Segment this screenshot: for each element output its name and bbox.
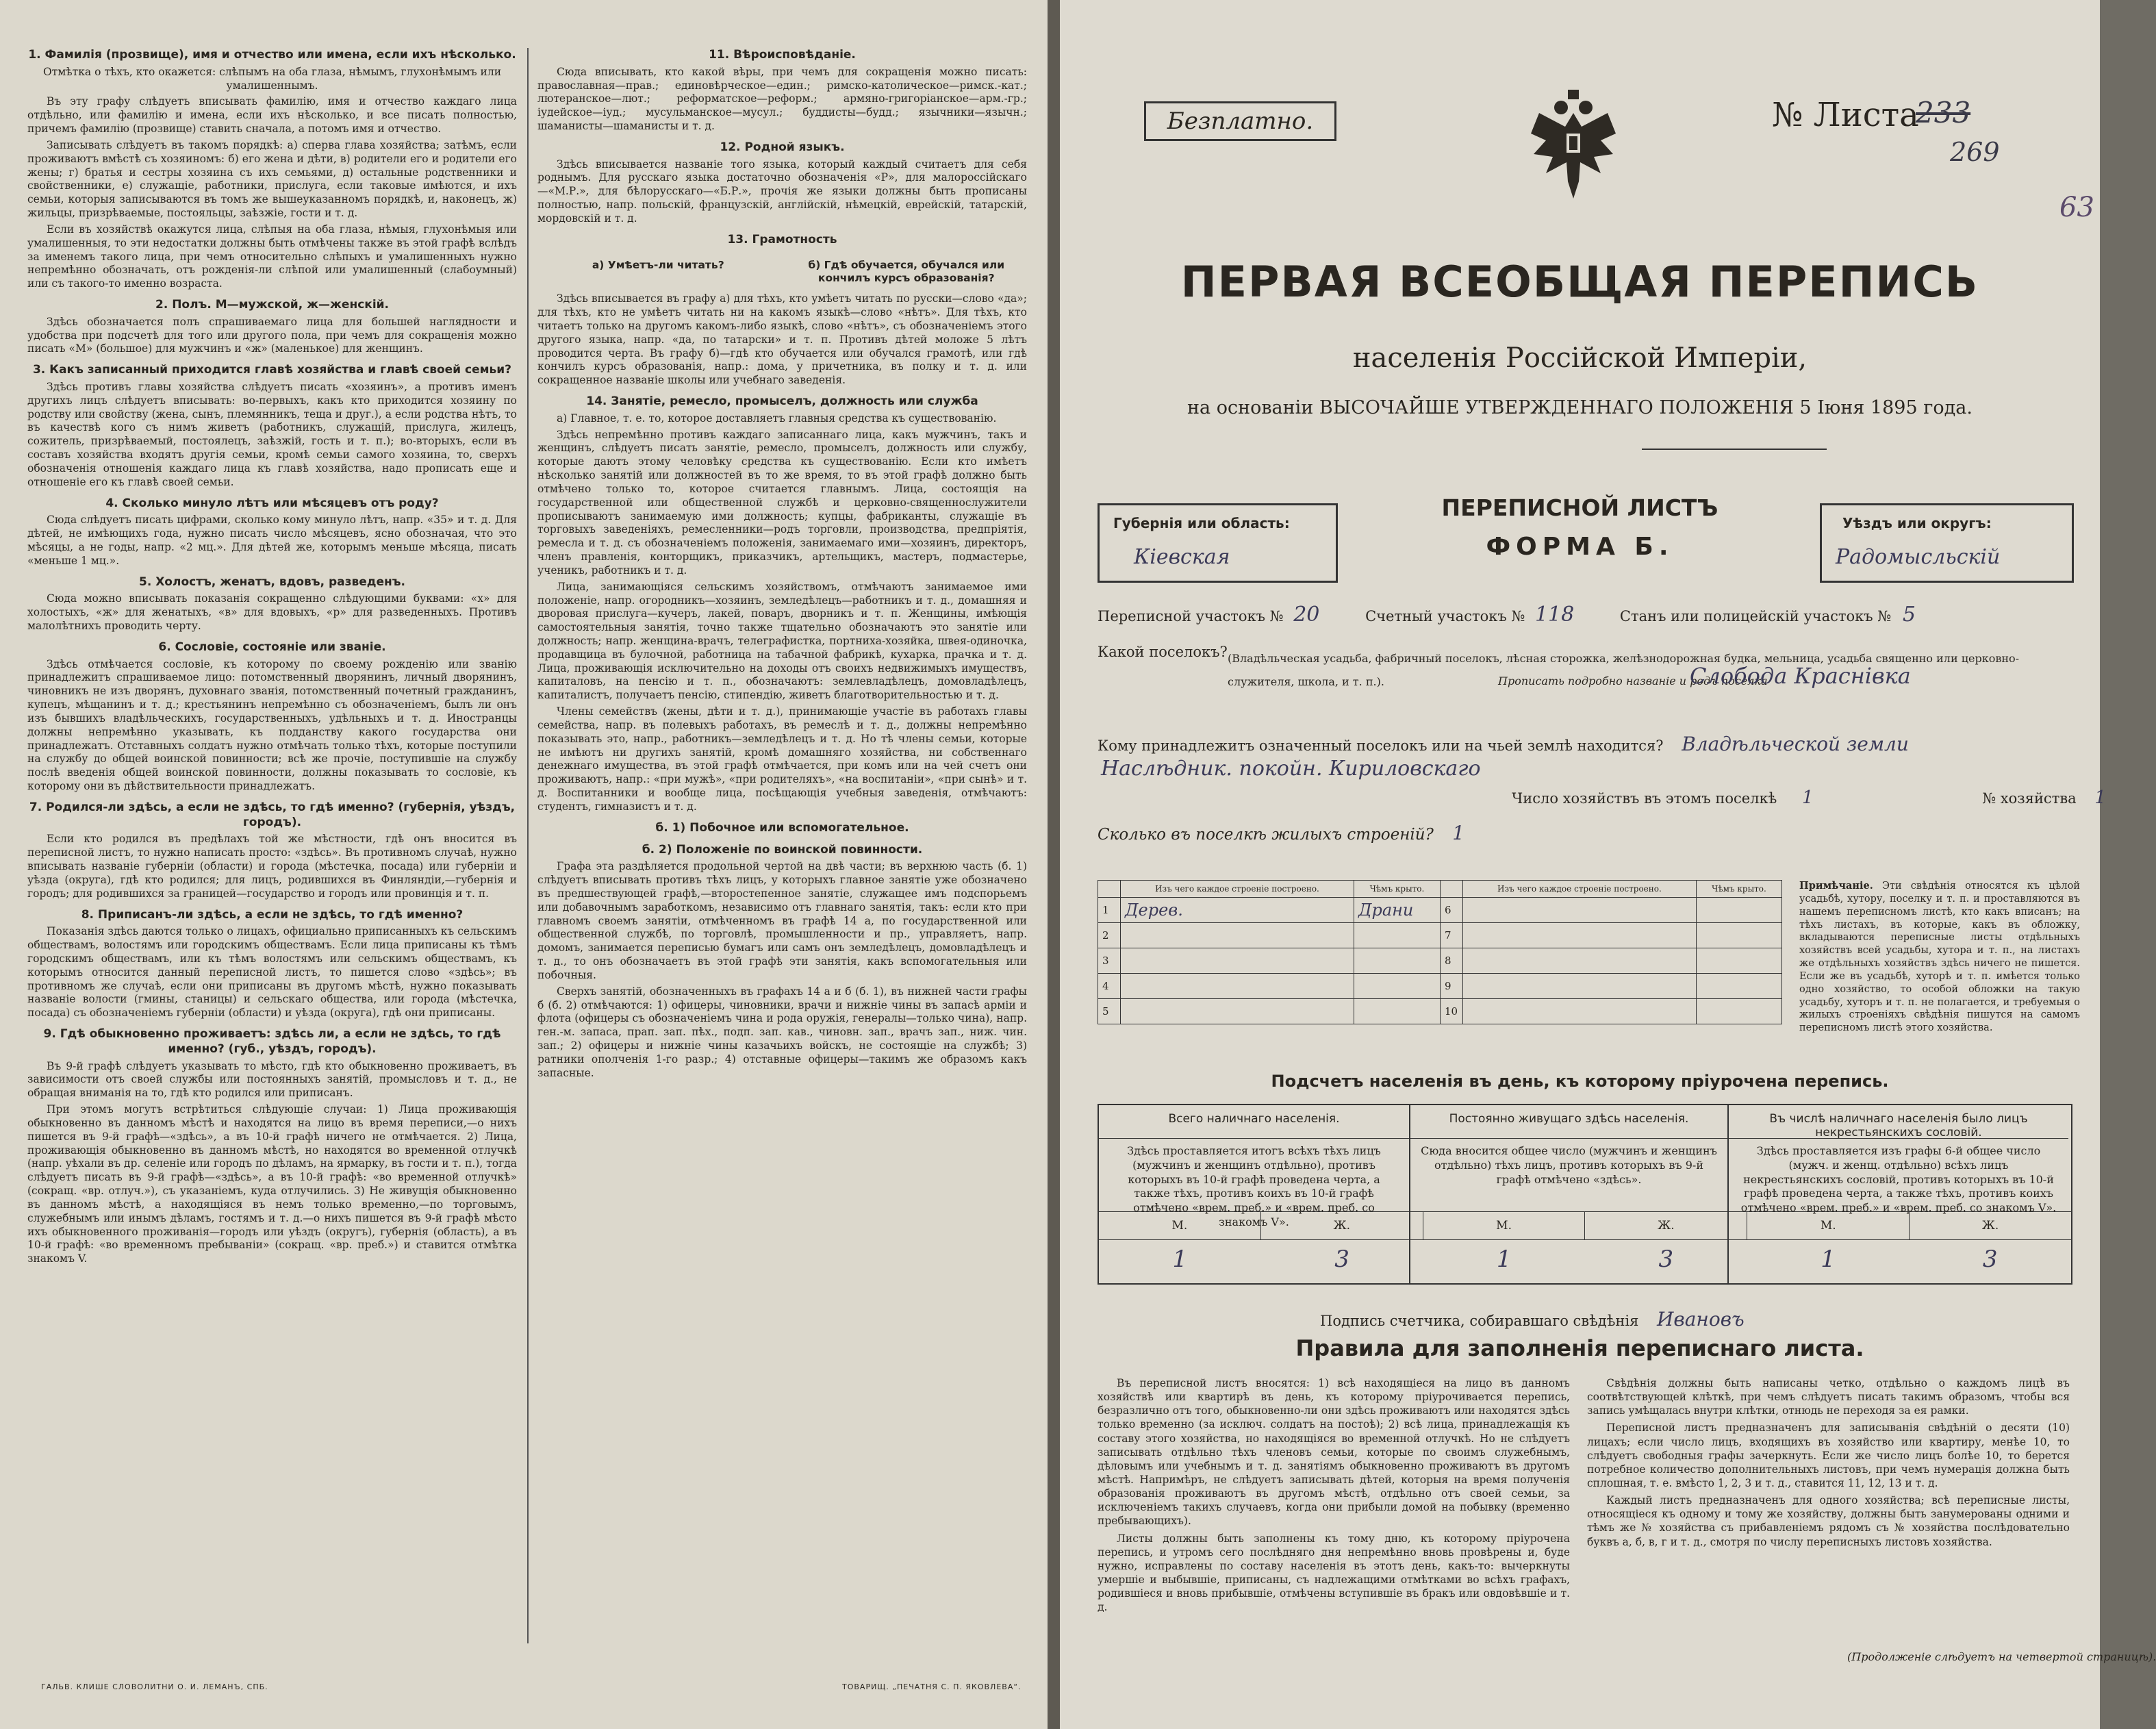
household-number-value: 1	[2094, 787, 2106, 808]
building-roof-2	[1696, 999, 1781, 1024]
building-number: 4	[1098, 974, 1121, 999]
instruction-paragraph: Здѣсь вписывается названіе того языка, который каждый считаетъ для себя роднымъ. Для русскаго языка достаточно обозначенія «Р», для малороссійскаго—«М.Р.», для бѣлорусскаго—«Б.Р.», прочія же языки должны быть прописаны полностью, напр. польскій, французскій, англійскій, нѣмецкій, еврейскій, татарскій, мордовскій и т. д.	[537, 157, 1027, 225]
building-roof-2	[1696, 948, 1781, 974]
district-label: Уѣздъ или округъ:	[1842, 515, 1992, 531]
building-row	[1098, 974, 1782, 999]
count-title: Подсчетъ населенія въ день, къ которому пріурочена перепись.	[1271, 1072, 1889, 1091]
instructions-column-left	[27, 41, 517, 1657]
left-page-instructions	[0, 0, 1048, 1729]
building-roof	[1354, 974, 1440, 999]
split-heading-a: а) Умѣетъ-ли читать?	[592, 258, 724, 271]
building-roof-2	[1696, 898, 1781, 923]
instruction-paragraph: Записывать слѣдуетъ въ такомъ порядкѣ: а) сперва глава хозяйства; затѣмъ, если проживаютъ вмѣстѣ съ хозяиномъ: б) его жена и дѣти, в) родители его и родители его жены; г) братья и сестры хозяина съ ихъ семьями, д) остальные родственники и свойственники, е) служащіе, работники, прислуга, если таковые имѣются, и ихъ семьи, которыя записываются въ томъ же вышеуказанномъ порядкѣ, и, наконецъ, ж) жильцы, призрѣваемые, постояльцы, заѣзжіе, гости и т. д.	[27, 138, 517, 220]
building-number: 2	[1098, 923, 1121, 948]
section-heading: б. 2) Положеніе по воинской повинности.	[642, 842, 923, 857]
instructions-column-right	[537, 41, 1027, 1657]
census-title: ПЕРВАЯ ВСЕОБЩАЯ ПЕРЕПИСЬ	[1180, 257, 1979, 307]
building-material-2	[1462, 923, 1696, 948]
rules-paragraph: Переписной листъ предназначенъ для записыванія свѣдѣній о десяти (10) лицахъ; если число лицъ, входящихъ въ хозяйство или квартиру, менѣе 10, то слѣдуетъ свободныя графы зачеркнуть. Если же число лицъ болѣе 10, то берется потребное количество дополнительныхъ листовъ, при чемъ нумерація должна быть сплошная, т. е. вмѣсто 1, 2, 3 и т. д., ставится 11, 12, 13 и т. д.	[1587, 1422, 2070, 1489]
building-number-2: 10	[1440, 999, 1462, 1024]
buildings-note	[1799, 880, 2080, 1035]
sheet-number-label: № Листа	[1772, 96, 1919, 134]
building-material-2	[1462, 948, 1696, 974]
section-heading: 1. Фамилія (прозвище), имя и отчество или имена, если ихъ нѣсколько.	[28, 48, 516, 62]
rules-column-right	[1587, 1376, 2070, 1552]
police-district-label: Станъ или полицейскій участокъ №	[1619, 608, 1892, 624]
building-roof	[1354, 999, 1440, 1024]
instruction-paragraph: Здѣсь отмѣчается сословіе, къ которому по своему рожденію или званію принадлежитъ спрашиваемое лицо: потомственный дворянинъ, личный дворянинъ, чиновникъ не изъ дворянъ, духовнаго званія, потомственный почетный гражданинъ, купецъ, мѣщанинъ и т. д.; крестьянинъ непремѣнно съ обозначеніемъ, былъ ли онъ изъ бывшихъ владѣльческихъ, государственныхъ, удѣльныхъ и т. д. Иностранцы должны непремѣнно указывать, къ подданству какого государства они принадлежатъ. Отставныхъ солдатъ нужно отмѣчать только тѣхъ, которые поступили на службу до общей воинской повинности; всѣ же прочіе, поступившіе на службу послѣ введенія общей воинской повинности, должны показывать то сословіе, къ которому они въ дѣйствительности принадлежатъ.	[27, 657, 517, 793]
rules-column-left	[1098, 1376, 1570, 1617]
buildings-label: Сколько въ поселкѣ жилыхъ строеній?	[1098, 826, 1434, 844]
building-row	[1098, 898, 1782, 923]
population-count-table	[1098, 1104, 2072, 1285]
section-heading: 11. Вѣроисповѣданіе.	[709, 48, 856, 62]
printer-imprint-left: ГАЛЬВ. КЛИШЕ СЛОВОЛИТНИ О. И. ЛЕМАНЪ, СПБ.	[41, 1682, 268, 1691]
free-of-charge-label: Безплатно.	[1144, 101, 1336, 141]
count-male-label: М.	[1747, 1212, 1910, 1239]
split-heading-b: б) Гдѣ обучается, обучался или кончилъ курсъ образованія?	[808, 258, 1005, 285]
census-district-label: Переписной участокъ №	[1098, 608, 1284, 624]
census-district-value: 20	[1293, 603, 1320, 627]
instruction-paragraph: Здѣсь непремѣнно противъ каждаго записаннаго лица, какъ мужчинъ, такъ и женщинъ, слѣдуетъ писать занятіе, ремесло, промыселъ, должность или службу, которые даютъ этому человѣку средства къ существованію. Если кто имѣетъ нѣсколько занятій или должностей въ то же время, то въ этой графѣ должно быть отмѣчено только то, которое считается главнымъ. Лица, состоящія на государственной или общественной службѣ и церковно-священнослужители прописываютъ занимаемую ими должность; купцы, фабриканты, служащіе въ торговыхъ заведеніяхъ, ремесленники—родъ торговли, производства, предпріятія, ремесла и т. д. съ обозначеніемъ положенія, занимаемаго ими—хозяинъ, директоръ, членъ правленія, конторщикъ, приказчикъ, артельщикъ, мастеръ, подмастерье, ученикъ, работникъ и т. д.	[537, 428, 1027, 577]
sheet-number-value: 269	[1950, 137, 2000, 167]
building-material	[1121, 948, 1354, 974]
section-heading: 7. Родился-ли здѣсь, а если не здѣсь, то гдѣ именно? (губернія, уѣздъ, городъ).	[29, 800, 516, 829]
imperial-eagle-emblem	[1525, 86, 1621, 199]
settlement-hint-2: Прописать подробно названіе и родъ поселка	[1498, 674, 1768, 687]
count-male-label: М.	[1423, 1212, 1586, 1239]
right-page-census-form	[1060, 0, 2156, 1729]
count-column-header: Постоянно живущаго здѣсь населенія.	[1410, 1105, 1727, 1139]
buildings-material-header-2: Изъ чего каждое строеніе построено.	[1462, 881, 1696, 898]
census-district-row	[1098, 603, 1916, 627]
building-number: 3	[1098, 948, 1121, 974]
building-material	[1121, 999, 1354, 1024]
section-subheading: Отмѣтка о тѣхъ, кто окажется: слѣпымъ на оба глаза, нѣмымъ, глухонѣмымъ или умалишеннымъ.	[42, 65, 502, 92]
instruction-paragraph: Здѣсь обозначается полъ спрашиваемаго лица для большей наглядности и удобства при подсчетѣ для того или другого пола, при чемъ для сокращенія можно писать «М» (большое) для мужчинъ и «ж» (маленькое) для женщинъ.	[27, 315, 517, 355]
count-district-label: Счетный участокъ №	[1365, 608, 1525, 624]
instruction-paragraph: Сюда слѣдуетъ писать цифрами, сколько кому минуло лѣтъ, напр. «35» и т. д. Для дѣтей, не имѣющихъ года, нужно писать число мѣсяцевъ, ясно обозначая, что это мѣсяцы, а не годы, напр. «2 мц.». Для дѣтей же, которымъ меньше мѣсяца, писать «меньше 1 мц.».	[27, 514, 517, 567]
count-column-description: Здѣсь проставляется итогъ всѣхъ тѣхъ лицъ (мужчинъ и женщинъ отдѣльно), противъ которыхъ въ 10-й графѣ проведена черта, а также тѣхъ, противъ коихъ въ 10-й графѣ отмѣчено «врем. преб.» и «врем. преб. со знакомъ V».	[1127, 1144, 1381, 1228]
page-gutter	[1048, 0, 1060, 1729]
count-female-value: 3	[1658, 1246, 1674, 1273]
census-subtitle: населенія Россійской Имперіи,	[1352, 342, 1808, 374]
instruction-paragraph: Лица, занимающіяся сельскимъ хозяйствомъ, отмѣчаютъ занимаемое ими положеніе, напр. огородникъ—хозяинъ, земледѣлецъ—работникъ и т. д., домашняя и дворовая прислуга—кучеръ, лакей, поваръ, дворникъ и т. п. Женщины, имѣющія самостоятельныя занятія, точно также тщательно обозначаютъ это занятіе или должность; напр. женщина-врачъ, телеграфистка, портниха-хозяйка, швея-одиночка, продавщица въ булочной, работница на табачной фабрикѣ, кухарка, прачка и т. д. Лица, проживающія исключительно на доходы отъ своихъ недвижимыхъ имуществъ, капиталовъ, на пенсію и т. п., обозначаютъ: землевладѣлецъ, домовладѣлецъ, капиталистъ, получаетъ пенсію, стипендію, живетъ благотворительностью и т. д.	[537, 580, 1027, 702]
instruction-paragraph: Здѣсь противъ главы хозяйства слѣдуетъ писать «хозяинъ», а противъ именъ другихъ лицъ слѣдуетъ вписывать: во-первыхъ, какъ кто приходится хозяину по родству или свойству (жена, сынъ, племянникъ, теща и друг.), а если родства нѣтъ, то въ качествѣ кого съ нимъ живетъ (работникъ, служащій, прислуга, жилецъ, сожитель, призрѣваемый, постоялецъ, заѣзжій, гость и т. п.); во-вторыхъ, если въ составъ хозяйства входятъ другія семьи, кромѣ семьи самого хозяина, то, сверхъ обозначенія отношенія каждаго лица къ главѣ хозяйства, надо прописать еще и отношеніе его къ главѣ своей семьи.	[27, 380, 517, 488]
building-row	[1098, 999, 1782, 1024]
province-value: Кіевская	[1134, 545, 1230, 569]
count-male-label: М.	[1099, 1212, 1261, 1239]
instruction-paragraph: Если кто родился въ предѣлахъ той же мѣстности, гдѣ онъ вносится въ переписной листъ, то нужно написать просто: «здѣсь». Въ противномъ случаѣ, нужно вписывать названіе губерніи (области) и города (мѣстечка, посада) или губерніи и уѣзда (округа), гдѣ кто родился; для лицъ, родившихся въ Финляндіи,—губернія и городъ; для родившихся за границей—государство и городъ или провинція и т. п.	[27, 833, 517, 900]
building-material	[1121, 974, 1354, 999]
instruction-paragraph: Сюда можно вписывать показанія сокращенно слѣдующими буквами: «х» для холостыхъ, «ж» для женатыхъ, «в» для вдовыхъ, «р» для разведенныхъ. Противъ малолѣтнихъ проводить черту.	[27, 592, 517, 633]
count-male-value: 1	[1496, 1246, 1512, 1273]
building-material	[1121, 923, 1354, 948]
count-column-header: Всего наличнаго населенія.	[1099, 1105, 1409, 1139]
household-number-label: № хозяйства	[1982, 790, 2077, 807]
buildings-value: 1	[1452, 822, 1465, 844]
building-number: 5	[1098, 999, 1121, 1024]
buildings-roof-header: Чѣмъ крыто.	[1354, 881, 1440, 898]
instruction-paragraph: Если въ хозяйствѣ окажутся лица, слѣпыя на оба глаза, нѣмыя, глухонѣмыя или умалишенныя, то эти недостатки должны быть отмѣчены также въ этой графѣ вслѣдъ за именемъ такого лица, при чемъ относительно слѣпыхъ и умалишенныхъ нужно непремѣнно обозначать, отъ рожденія-ли слѣпой или умалишенный (слабоумный) или съ такого-то именно возраста.	[27, 223, 517, 290]
section-heading: 8. Приписанъ-ли здѣсь, а если не здѣсь, то гдѣ именно?	[81, 907, 464, 922]
count-column-header: Въ числѣ наличнаго населенія было лицъ некрестьянскихъ сословій.	[1729, 1105, 2068, 1139]
count-column-description: Здѣсь проставляется изъ графы 6-й общее число (мужч. и женщ. отдѣльно) всѣхъ лицъ некрестьянскихъ сословій, противъ которыхъ въ 10-й графѣ проведена черта, а также тѣхъ, противъ коихъ отмѣчено «врем. преб.» и «врем. преб. со знакомъ V».	[1740, 1144, 2057, 1215]
instruction-paragraph: Сверхъ занятій, обозначенныхъ въ графахъ 14 а и б (б. 1), въ нижней части графы б (б. 2) отмѣчаются: 1) офицеры, чиновники, врачи и нижніе чины въ запасѣ армiи и флота (офицеры съ обозначеніемъ чина и рода оружія, генералы—только чина), напр. ген.-м. запаса, прап. зап. пѣх., подп. зап. кав., чиновн. зап., врачъ зап., ниж. чин. зап.; 2) офицеры и нижніе чины казачьихъ войскъ, не состоящіе на службѣ; 3) ратники ополченія 1-го разр.; 4) отставные офицеры—такимъ же образомъ какъ запасные.	[537, 985, 1027, 1079]
count-column-description: Сюда вносится общее число (мужчинъ и женщинъ отдѣльно) тѣхъ лицъ, противъ которыхъ въ 9-й графѣ отмѣчено «здѣсь».	[1421, 1144, 1717, 1186]
note-text: Эти свѣдѣнія относятся къ цѣлой усадьбѣ, хутору, поселку и т. п. и проставляются въ нашемъ переписномъ листѣ, кто какъ вписанъ; на тѣхъ листахъ, въ которые, какъ въ обложку, вкладываются переписные листы отдѣльныхъ хозяйствъ всей усадьбы, хутора и т. п., на листахъ же отдѣльныхъ хозяйствъ здѣсь ничего не пишется. Если же въ усадьбѣ, хуторѣ и т. п. имѣется только одно хозяйство, то особой обложки на такую усадьбу, хуторъ и т. п. не полагается, и требуемыя о жилыхъ строеніяхъ свѣдѣнія пишутся на самомъ переписномъ листѣ этого хозяйства.	[1799, 881, 2080, 1034]
rules-paragraph: Каждый листъ предназначенъ для одного хозяйства; всѣ переписные листы, относящіеся къ одному и тому же хозяйству, должны быть занумерованы одними и тѣмъ же № хозяйства съ прибавленіемъ рядомъ съ № хозяйства послѣдовательно буквъ а, б, в, г и т. д., смотря по числу переписныхъ листовъ хозяйства.	[1587, 1494, 2070, 1548]
sheet-number-struck: 233	[1916, 96, 1971, 129]
instruction-paragraph: а) Главное, т. е. то, которое доставляетъ главныя средства къ существованію.	[557, 412, 997, 425]
count-values-row	[1099, 1246, 2071, 1273]
instruction-paragraph: Сюда вписывать, кто какой вѣры, при чемъ для сокращенія можно писать: православная—прав.; единовѣрческое—един.; римско-католическое—римск.-кат.; лютеранское—лют.; реформатское—реформ.; армяно-григоріанское—арм.-гр.; іудейское—іуд.; мусульманское—мусул.; буддисты—будд.; язычники—язычн.; шаманисты—шаманисты и т. д.	[537, 65, 1027, 133]
buildings-table	[1098, 880, 1782, 1024]
instruction-paragraph: Члены семействъ (жены, дѣти и т. д.), принимающіе участіе въ работахъ главы семейства, напр. въ полевыхъ работахъ, въ ремеслѣ и т. д., должны непремѣнно показывать это, напр., работникъ—земледѣлецъ и т. д. Но тѣ члены семьи, которые не имѣютъ ни другихъ занятій, кромѣ домашняго хозяйства, ни собственнаго денежнаго имущества, въ этой графѣ отмѣчается, при комъ или на чей счетъ они проживаютъ, напр.: «при мужѣ», «при родителяхъ», «на воспитаніи», «при сынѣ» и т. д. Воспитанники и вообще лица, посѣщающія учебныя заведенія, отмѣчаютъ: студентъ, гимназистъ и т. д.	[537, 705, 1027, 813]
settlement-hint: (Владѣльческая усадьба, фабричный поселокъ, лѣсная сторожка, желѣзнодорожная будка, мельница, усадьба священно или церковно-служителя, школа, и т. п.).	[1228, 652, 2020, 688]
rules-paragraph: Листы должны быть заполнены къ тому дню, къ которому пріурочена перепись, и утромъ сего послѣдняго дня непремѣнно вновь провѣрены и, буде нужно, исправлены по составу населенія въ этотъ день, какъ-то: вычеркнуты умершіе и выбывшіе, приписаны, съ надлежащими отмѣтками во всѣхъ графахъ, родившіеся и вновь прибывшіе, отмѣчены вступившіе въ бракъ или овдовѣвшіе и т. д.	[1098, 1532, 1570, 1614]
buildings-roof-header-2: Чѣмъ крыто.	[1696, 881, 1781, 898]
building-material-2	[1462, 999, 1696, 1024]
building-number-2: 8	[1440, 948, 1462, 974]
section-heading: 5. Холостъ, женатъ, вдовъ, разведенъ.	[139, 575, 405, 589]
split-heading	[537, 252, 1027, 289]
building-roof	[1354, 923, 1440, 948]
rules-paragraph: Въ переписной листъ вносятся: 1) всѣ находящіеся на лицо въ данномъ хозяйствѣ или квартирѣ въ день, къ которому пріурочивается перепись, безразлично отъ того, обыкновенно-ли они здѣсь проживаютъ или находятся здѣсь только временно (за исключ. солдатъ на постоѣ); 2) всѣ лица, принадлежащія къ составу этого хозяйства, но находящіяся во временной отлучкѣ. Но не слѣдуетъ записывать отдѣльно тѣхъ членовъ семьи, которые по своимъ служебнымъ, дѣловымъ или учебнымъ и т. д. занятіямъ обыкновенно проживаютъ въ другомъ мѣстѣ. Напримѣръ, не слѣдуетъ записывать дѣтей, которыя на время полученія образованія проживаютъ въ другомъ мѣстѣ, отдѣльно отъ своей семьи, за исключеніемъ такихъ случаевъ, когда они прибыли домой на побывку (временно пребывающихъ).	[1098, 1377, 1570, 1528]
section-heading: 2. Полъ. М—мужской, ж—женскій.	[155, 298, 390, 312]
signature-value: Ивановъ	[1657, 1308, 1745, 1330]
count-female-value: 3	[1982, 1246, 1998, 1273]
note-title: Примѣчаніе.	[1799, 880, 1873, 892]
owner-value-2: Наслѣдник. покойн. Кириловскаго	[1101, 757, 1481, 781]
count-female-label: Ж.	[1585, 1212, 1747, 1239]
section-heading: 14. Занятіе, ремесло, промыселъ, должность или служба	[586, 394, 978, 408]
form-title: ПЕРЕПИСНОЙ ЛИСТЪ	[1441, 494, 1719, 521]
count-female-value: 3	[1334, 1246, 1349, 1273]
count-female-label: Ж.	[1981, 1219, 1999, 1233]
settlement-label: Какой поселокъ?	[1098, 644, 1228, 660]
settlement-row	[1098, 644, 1228, 660]
margin-page-number: 63	[2059, 192, 2094, 223]
owner-row	[1098, 733, 1909, 755]
count-district-value: 118	[1534, 603, 1575, 627]
settlement-value: Слобода Краснівка	[1690, 663, 1911, 689]
section-heading: 3. Какъ записанный приходится главѣ хозяйства и главѣ своей семьи?	[32, 363, 512, 377]
column-divider	[527, 48, 529, 1643]
building-material-2	[1462, 898, 1696, 923]
building-number-2: 9	[1440, 974, 1462, 999]
instruction-paragraph: Въ эту графу слѣдуетъ вписывать фамилію, имя и отчество каждаго лица отдѣльно, или фамилію и имена, если ихъ нѣсколько, и все писать полностью, причемъ фамилію (прозвище) ставить сначала, а потомъ имя и отчество.	[27, 95, 517, 136]
rules-continued: (Продолженіе слѣдуетъ на четвертой страницѣ).	[1847, 1650, 2156, 1663]
count-male-value: 1	[1172, 1246, 1188, 1273]
signature-label: Подпись счетчика, собиравшаго свѣдѣнія	[1320, 1313, 1639, 1329]
households-label: Число хозяйствъ въ этомъ поселкѣ	[1512, 790, 1777, 807]
building-row	[1098, 923, 1782, 948]
district-box	[1820, 503, 2074, 583]
building-roof	[1354, 948, 1440, 974]
census-legal-basis: на основаніи ВЫСОЧАЙШЕ УТВЕРЖДЕННАГО ПОЛОЖЕНІЯ 5 Іюня 1895 года.	[1187, 397, 1973, 418]
section-heading: 13. Грамотность	[727, 232, 837, 247]
buildings-row	[1098, 822, 1464, 844]
instruction-paragraph: Здѣсь вписывается въ графу а) для тѣхъ, кто умѣетъ читать по русски—слово «да»; для тѣхъ, кто не умѣетъ читать ни на какомъ языкѣ—слово «нѣтъ». Для тѣхъ, кто читаетъ только на другомъ какомъ-либо языкѣ, слово «нѣтъ», съ обозначеніемъ этого другого языка, напр. «да, по татарски» и т. п. Противъ дѣтей моложе 5 лѣтъ проводится черта. Въ графу б)—гдѣ кто обучается или обучался грамотѣ, или гдѣ кончилъ курсъ образованія, напр.: дома, у причетника, въ полку и т. д. или сокращенное названіе школы или учебнаго заведенія.	[537, 292, 1027, 387]
count-male-value: 1	[1821, 1246, 1836, 1273]
rules-title: Правила для заполненія переписнаго листа.	[1295, 1335, 1864, 1361]
building-number: 1	[1098, 898, 1121, 923]
building-roof-2	[1696, 923, 1781, 948]
section-heading: 9. Гдѣ обыкновенно проживаетъ: здѣсь ли, а если не здѣсь, то гдѣ именно? (губ., уѣздъ, городъ).	[43, 1027, 501, 1056]
section-heading: 6. Сословіе, состояніе или званіе.	[158, 640, 386, 654]
owner-value-1: Владѣльческой земли	[1682, 733, 1909, 755]
instruction-paragraph: Въ 9-й графѣ слѣдуетъ указывать то мѣсто, гдѣ кто обыкновенно проживаетъ, въ зависимости отъ своей службы или постоянныхъ занятій, промысловъ и т. д., не обращая вниманія на то, гдѣ кто родился или приписанъ.	[27, 1059, 517, 1100]
count-female-label: Ж.	[1261, 1212, 1423, 1239]
building-material: Дерев.	[1121, 898, 1354, 923]
buildings-material-header: Изъ чего каждое строеніе построено.	[1121, 881, 1354, 898]
section-heading: б. 1) Побочное или вспомогательное.	[655, 820, 909, 835]
section-heading: 4. Сколько минуло лѣтъ или мѣсяцевъ отъ роду?	[105, 496, 439, 510]
owner-label: Кому принадлежитъ означенный поселокъ или на чьей землѣ находится?	[1098, 737, 1664, 754]
building-row	[1098, 948, 1782, 974]
building-number-2: 7	[1440, 923, 1462, 948]
instruction-paragraph: Показанія здѣсь даются только о лицахъ, официально приписанныхъ къ сельскимъ обществамъ, волостямъ или городскимъ обществамъ. Если лица приписаны къ тѣмъ городскимъ обществамъ, или къ тѣмъ волостямъ или сельскимъ обществамъ, къ которымъ относится данный переписной листъ, то пишется слово «здѣсь»; въ противномъ же случаѣ, если они приписаны въ другомъ мѣстѣ, нужно показывать названіе волости (гмины, станицы) и сельскаго общества, или города (мѣстечка, посада) съ обозначеніемъ губерніи (области) и уѣзда (округа), гдѣ они приписаны.	[27, 925, 517, 1020]
printer-imprint-right: ТОВАРИЩ. „ПЕЧАТНЯ С. П. ЯКОВЛЕВА“.	[842, 1682, 1022, 1691]
households-row	[1512, 787, 2106, 808]
households-value: 1	[1801, 787, 1814, 808]
district-value: Радомысльскій	[1836, 545, 2001, 569]
section-heading: 12. Родной языкъ.	[720, 140, 845, 154]
building-roof: Драни	[1354, 898, 1440, 923]
form-letter: ФОРМА Б.	[1486, 533, 1674, 561]
province-label: Губернія или область:	[1113, 515, 1290, 531]
title-rule	[1642, 449, 1827, 450]
building-material-2	[1462, 974, 1696, 999]
signature-row	[1320, 1308, 1745, 1330]
instruction-paragraph: При этомъ могутъ встрѣтиться слѣдующіе случаи: 1) Лица проживающія обыкновенно въ данномъ мѣстѣ и находятся на лицо въ время переписи,—о нихъ пишется въ 9-й графѣ—«здѣсь», а въ 10-й графѣ ничего не отмѣчается. 2) Лица, проживающія обыкновенно въ данномъ мѣстѣ, но находятся во временной отлучкѣ (напр. уѣхали въ др. селеніе или городъ по дѣламъ, на ярмарку, въ гости и т. п.), тогда слѣдуетъ писать въ 9-й графѣ—«здѣсь», а въ 10-й графѣ: «во временной отлучкѣ» (сокращ. «вр. отлуч.»), съ указаніемъ, куда отлучились. 3) Не живущія обыкновенно въ данномъ мѣстѣ, а находящіяся въ немъ только временно,—по торговымъ, служебнымъ или инымъ дѣламъ, гостямъ и т. д.—о нихъ пишется въ 9-й графѣ мѣсто ихъ обыкновенного проживанія—городъ или уѣздъ (округъ), губернія (область), а въ 10-й графѣ: «во временномъ пребываніи» (сокращ. «вр. преб.») и ставится отмѣтка знакомъ V.	[27, 1103, 517, 1265]
count-sex-header-row	[1099, 1211, 2071, 1240]
building-number-2: 6	[1440, 898, 1462, 923]
building-roof-2	[1696, 974, 1781, 999]
rules-paragraph: Свѣдѣнія должны быть написаны четко, отдѣльно о каждомъ лицѣ въ соотвѣтствующей клѣткѣ, при чемъ слѣдуетъ писать такимъ образомъ, чтобы вся запись умѣщалась внутри клѣтки, отнюдь не переходя за ея рамки.	[1587, 1377, 2070, 1417]
instruction-paragraph: Графа эта раздѣляется продольной чертой на двѣ части; въ верхнюю часть (б. 1) слѣдуетъ вписывать противъ тѣхъ лицъ, у которыхъ главное занятіе уже обозначено въ предшествующей графѣ,—второстепенное занятіе, служащее имъ подспорьемъ или добавочнымъ заработкомъ, независимо отъ главнаго занятія, такъ: если кто при главномъ своемъ занятіи, отмѣченномъ въ графѣ 14 а, по государственной или общественной службѣ, по торговлѣ, промышленности и пр., управляетъ, напр. домомъ, занимается переписью бумагъ или самъ онъ земледѣлецъ, домовладѣлецъ и т. д., то онъ обозначаетъ въ этой графѣ эти занятія, какъ вспомогательныя или побочныя.	[537, 860, 1027, 981]
police-district-value: 5	[1902, 603, 1916, 627]
